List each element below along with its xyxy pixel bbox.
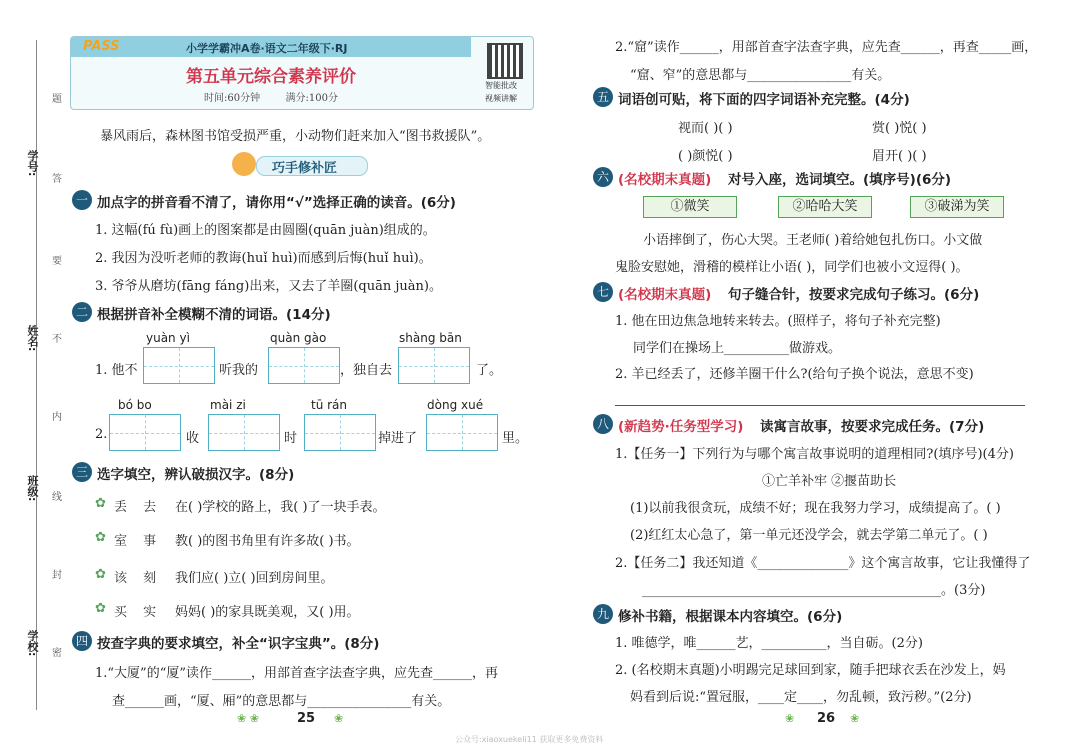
question-line: 教( )的图书角里有许多故( )书。: [175, 534, 360, 549]
sprout-icon: ❀: [850, 712, 860, 725]
question-line: 掉进了: [378, 431, 418, 446]
spine-char: 线: [52, 492, 62, 503]
question-line: 1.【任务一】下列行为与哪个寓言故事说明的道理相同?(填序号)(4分): [615, 447, 1014, 462]
question-line: 同学们在操场上__________做游戏。: [633, 341, 842, 356]
section-title: 根据拼音补全模糊不清的词语。(14分): [97, 307, 331, 323]
question-line: 妈看到后说:“置冠服，____定____，勿乱顿，致污秽。”(2分): [630, 690, 972, 705]
question-line: 2. 我因为没听老师的教诲(huǐ huì)而感到后悔(huǐ huì)。: [95, 251, 432, 266]
question-line: 了。: [476, 363, 503, 378]
school-label: 学校:: [26, 630, 39, 657]
spine-char: 要: [52, 256, 62, 267]
question-line: 1. 他不: [95, 363, 138, 378]
section-number: 五: [593, 87, 613, 107]
answer-line[interactable]: [615, 405, 1025, 406]
section-title: 修补书籍，根据课本内容填空。(6分): [618, 609, 843, 625]
leaf-icon: ✿: [95, 601, 106, 616]
question-line: 收: [186, 431, 200, 446]
question-line: 小语摔倒了，伤心大哭。王老师( )着给她包扎伤口。小文做: [643, 233, 983, 248]
writing-grid[interactable]: [109, 414, 181, 451]
spine-char: 密: [52, 648, 62, 659]
word-option: ③破涕为笑: [910, 196, 1004, 218]
page-number: 25: [297, 711, 316, 726]
question-line: 3. 爷爷从磨坊(fāng fáng)出来，又去了羊圈(quān juàn)。: [95, 279, 442, 294]
question-line: 听我的: [219, 363, 259, 378]
question-line: 1. 这幅(fú fù)画上的图案都是由圆圈(quān juàn)组成的。: [95, 223, 436, 238]
question-line: 2. (名校期末真题)小明踢完足球回到家，随手把球衣丢在沙发上，妈: [615, 663, 1006, 678]
writing-grid[interactable]: [398, 347, 470, 384]
question-line: (1)以前我很贪玩，成绩不好；现在我努力学习，成绩提高了。( ): [630, 501, 1001, 516]
spine-char: 封: [52, 570, 62, 581]
question-line: “窟、窄”的意思都与________________有关。: [630, 68, 891, 83]
question-line: 2.“窟”读作______，用部首查字法查字典，应先查______，再查_____画，: [615, 40, 1038, 55]
question-line: 妈妈( )的家具既美观，又( )用。: [175, 605, 360, 620]
story-options: ①亡羊补牢 ②揠苗助长: [762, 474, 897, 489]
leaf-icon: ✿: [95, 567, 106, 582]
word-option: ①微笑: [643, 196, 737, 218]
qr-caption-1: 智能批改: [485, 81, 517, 90]
watermark: 公众号:xiaoxuekeli11 获取更多免费资料: [455, 735, 604, 744]
section-title: 对号入座，选词填空。(填序号)(6分): [728, 172, 952, 188]
name-label: 姓名:: [26, 325, 39, 352]
idiom-item: 赏( )悦( ): [872, 121, 927, 136]
page-title: 第五单元综合素养评价: [186, 67, 356, 87]
section-number: 六: [593, 167, 613, 187]
question-line: 1. 他在田边焦急地转来转去。(照样子，将句子补充完整): [615, 314, 941, 329]
writing-grid[interactable]: [426, 414, 498, 451]
brand-logo: PASS: [83, 39, 120, 54]
binding-line: [36, 40, 37, 710]
question-line: ，独自去: [340, 363, 393, 378]
section-number: 九: [593, 604, 613, 624]
section-title: 加点字的拼音看不清了，请你用“√”选择正确的读音。(6分): [97, 195, 456, 211]
section-title: 词语创可贴，将下面的四字词语补充完整。(4分): [618, 92, 910, 108]
spine-char: 答: [52, 174, 62, 185]
question-line: (2)红红太心急了，第一单元还没学会，就去学第二单元了。( ): [630, 528, 988, 543]
char-pair: 室 事: [114, 534, 163, 549]
writing-grid[interactable]: [208, 414, 280, 451]
section-title: 按查字典的要求填空，补全“识字宝典”。(8分): [97, 636, 380, 652]
exam-tag: (名校期末真题): [618, 172, 712, 188]
spine-char: 题: [52, 94, 62, 105]
question-line: 1. 唯德学，唯______艺，__________，当自砺。(2分): [615, 636, 923, 651]
pinyin-label: shàng bān: [399, 331, 462, 345]
section-number: 七: [593, 282, 613, 302]
banner-text: 巧手修补匠: [272, 161, 338, 176]
idiom-item: 视而( )( ): [678, 121, 733, 136]
spine-char: 不: [52, 334, 62, 345]
writing-grid[interactable]: [304, 414, 376, 451]
leaf-icon: ✿: [95, 496, 106, 511]
section-title: 读寓言故事，按要求完成任务。(7分): [760, 419, 985, 435]
question-line: 查______画，“厦、厢”的意思都与________________有关。: [112, 694, 451, 709]
qr-caption-2: 视频讲解: [485, 94, 517, 103]
section-title: 选字填空，辨认破损汉字。(8分): [97, 467, 295, 483]
word-option: ②哈哈大笑: [778, 196, 872, 218]
question-line: 2.【任务二】我还知道《______________》这个寓言故事，它让我懂得了: [615, 556, 1031, 571]
char-pair: 买 实: [114, 605, 163, 620]
header-box: [70, 36, 534, 110]
question-line: 时: [284, 431, 298, 446]
spine-char: 内: [52, 412, 62, 423]
idiom-item: 眉开( )( ): [872, 149, 927, 164]
pinyin-label: bó bo: [118, 398, 152, 412]
char-pair: 丢 去: [114, 500, 163, 515]
sprout-icon: ❀: [785, 712, 795, 725]
exam-meta: 时间:60分钟 满分:100分: [204, 93, 338, 104]
intro-text: 暴风雨后，森林图书馆受损严重，小动物们赶来加入“图书救援队”。: [100, 129, 491, 144]
section-number: 四: [72, 631, 92, 651]
writing-grid[interactable]: [268, 347, 340, 384]
exam-tag: (名校期末真题): [618, 287, 712, 303]
question-line: 在( )学校的路上，我( )了一块手表。: [175, 500, 386, 515]
student-number-label: 学号:: [26, 150, 39, 177]
section-number: 八: [593, 414, 613, 434]
question-line: 1.“大厦”的“厦”读作______，用部首查字法查字典，应先查______，再: [95, 666, 498, 681]
sprout-icon: ❀: [334, 712, 344, 725]
section-number: 二: [72, 302, 92, 322]
section-number: 一: [72, 190, 92, 210]
cat-icon: [232, 152, 256, 176]
pinyin-label: tū rán: [311, 398, 348, 412]
question-line: 2. 羊已经丢了，还修羊圈干什么?(给句子换个说法，意思不变): [615, 367, 974, 382]
pinyin-label: dòng xué: [427, 398, 484, 412]
writing-grid[interactable]: [143, 347, 215, 384]
pinyin-label: mài zi: [210, 398, 246, 412]
leaf-icon: ✿: [95, 530, 106, 545]
section-number: 三: [72, 462, 92, 482]
question-line: 鬼脸安慰她，滑稽的模样让小语( )，同学们也被小文逗得( )。: [615, 260, 969, 275]
idiom-item: ( )颜悦( ): [678, 149, 733, 164]
section-title: 句子缝合针，按要求完成句子练习。(6分): [728, 287, 980, 303]
class-label: 班级:: [26, 475, 39, 502]
sprout-icon: ❀ ❀: [237, 712, 259, 725]
exam-tag: (新趋势·任务型学习): [618, 419, 744, 435]
question-line: 里。: [502, 431, 529, 446]
char-pair: 该 刻: [114, 571, 163, 586]
series-name: 小学学霸冲A卷·语文二年级下·RJ: [186, 42, 348, 55]
page-number: 26: [817, 711, 836, 726]
pinyin-label: yuàn yì: [146, 331, 190, 345]
question-line: ______________________________________________。(3分): [642, 583, 986, 598]
pinyin-label: quàn gào: [270, 331, 327, 345]
question-line: 2.: [95, 427, 108, 442]
question-line: 我们应( )立( )回到房间里。: [175, 571, 334, 586]
qr-code: [487, 43, 523, 79]
